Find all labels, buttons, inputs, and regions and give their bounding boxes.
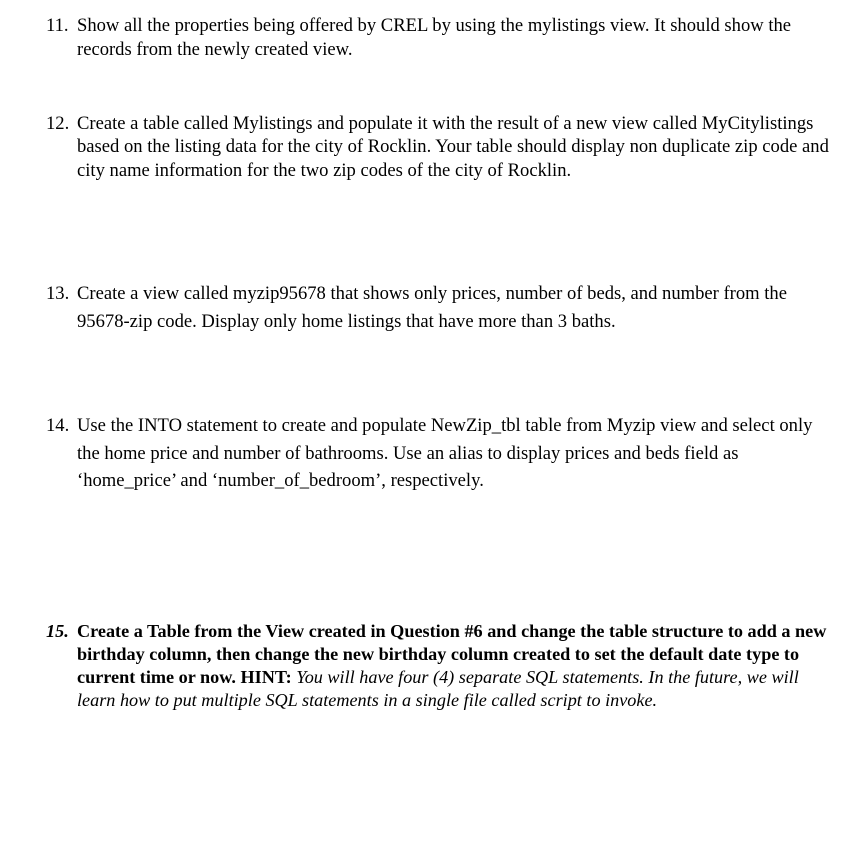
question-14 xyxy=(46,412,831,495)
hint-text: You will have four (4) separate SQL statements. In the future, we will learn how to put multiple SQL statements in a single file called script to invoke. xyxy=(77,667,799,710)
question-text: Create a table called Mylistings and populate it with the result of a new view called MyCitylistings based on the listing data for the city of Rocklin. Your table should display non duplicate zip code and city name information for the two zip codes of the city of Rocklin. xyxy=(77,113,829,181)
question-number: 15. xyxy=(46,621,69,641)
question-text: Use the INTO statement to create and populate NewZip_tbl table from Myzip view and select only the home price and number of bathrooms. Use an alias to display prices and beds field as ‘home_price’ and ‘number_of_bedroom’, respectively. xyxy=(77,415,813,491)
question-number: 14. xyxy=(46,415,70,436)
question-12 xyxy=(46,112,831,182)
question-number: 11. xyxy=(46,15,69,36)
question-text: Show all the properties being offered by CREL by using the mylistings view. It should show the records from the newly created view. xyxy=(77,15,792,60)
question-bold-text: Create a Table from the View created in Question #6 and change the table structure to add a new birthday column, then change the new birthday column created to set the default date type to current time or now. xyxy=(77,621,827,687)
question-number: 12. xyxy=(46,113,70,134)
question-text xyxy=(77,620,831,712)
hint-label: HINT: xyxy=(240,667,292,687)
question-number: 13. xyxy=(46,283,70,304)
question-text: Create a view called myzip95678 that shows only prices, number of beds, and number from the 95678-zip code. Display only home listings that have more than 3 baths. xyxy=(77,283,787,332)
question-13 xyxy=(46,280,831,336)
question-15 xyxy=(46,620,831,712)
question-11 xyxy=(46,14,831,62)
